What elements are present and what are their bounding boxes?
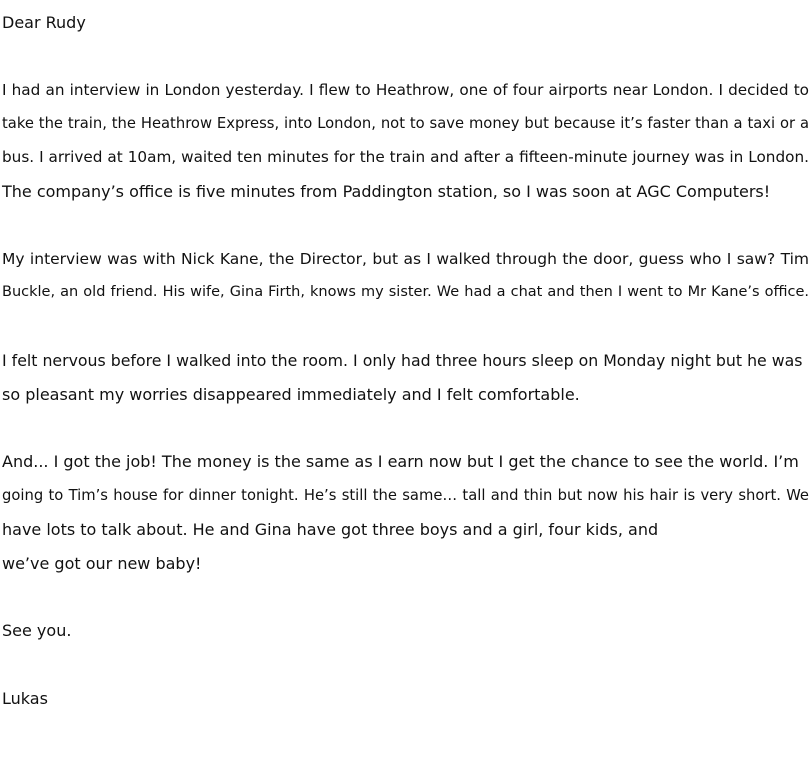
paragraph-line: have lots to talk about. He and Gina have got three boys and a girl, four kids, and: [2, 519, 659, 539]
paragraph-gap: [2, 412, 809, 446]
paragraph-gap: [2, 648, 809, 682]
paragraph-line: so pleasant my worries disappeared immediately and I felt comfortable.: [2, 384, 580, 404]
paragraph-line: And... I got the job! The money is the same as I earn now but I get the chance to see the world. I’m: [2, 452, 799, 472]
paragraph-3: [2, 344, 809, 412]
paragraph-line: going to Tim’s house for dinner tonight. He’s still the same… tall and thin but now his hair is very short. We: [2, 487, 809, 505]
paragraph-line: The company’s office is five minutes from Paddington station, so I was soon at AGC Computers!: [2, 181, 771, 201]
paragraph-gap: [2, 310, 809, 344]
closing: See you.: [2, 621, 72, 641]
paragraph-4: [2, 445, 809, 580]
paragraph-2: [2, 243, 809, 311]
salutation: Dear Rudy: [2, 13, 86, 32]
paragraph-line: I felt nervous before I walked into the room. I only had three hours sleep on Monday night but he was: [2, 350, 803, 370]
paragraph-gap: [2, 581, 809, 615]
signature: Lukas: [2, 688, 48, 708]
paragraph-1: [2, 74, 809, 209]
paragraph-line: bus. I arrived at 10am, waited ten minutes for the train and after a fifteen-minute journey was in London.: [2, 148, 809, 167]
letter: [2, 6, 809, 716]
paragraph-line: Buckle, an old friend. His wife, Gina Firth, knows my sister. We had a chat and then I went to Mr Kane’s office.: [2, 284, 809, 301]
paragraph-line: My interview was with Nick Kane, the Director, but as I walked through the door, guess who I saw? Tim: [2, 249, 809, 268]
paragraph-gap: [2, 209, 809, 243]
paragraph-line: we’ve got our new baby!: [2, 553, 202, 573]
paragraph-line: I had an interview in London yesterday. I flew to Heathrow, one of four airports near London. I decided to: [2, 80, 809, 99]
paragraph-gap: [2, 40, 809, 74]
paragraph-line: take the train, the Heathrow Express, into London, not to save money but because it’s faster than a taxi or a: [2, 115, 809, 133]
